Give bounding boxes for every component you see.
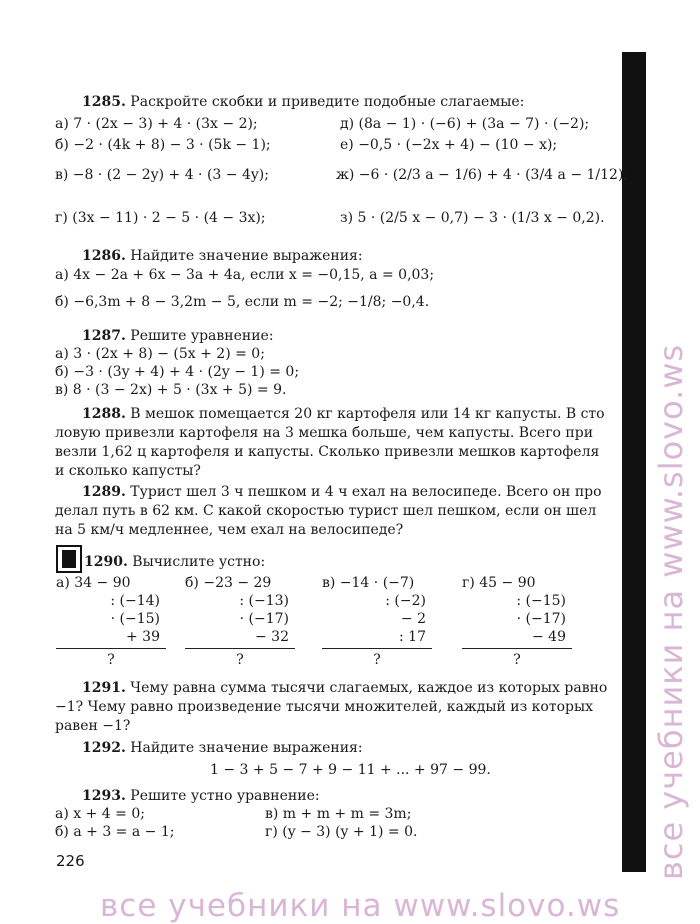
problem-1290-header xyxy=(84,552,265,572)
calc-label: г) 45 − 90 xyxy=(462,575,536,591)
calc-rule xyxy=(322,648,432,649)
calc-step: · (−15) xyxy=(110,611,160,627)
calc-result: ? xyxy=(107,652,115,668)
problem-number: 1293. xyxy=(82,788,126,804)
problem-1286-item-a: а) 4x − 2a + 6x − 3a + 4a, если x = −0,15, a = 0,03; xyxy=(55,267,435,283)
calc-step: − 49 xyxy=(532,629,566,645)
problem-title: Вычислите устно: xyxy=(132,554,266,570)
problem-1293-header xyxy=(82,786,320,806)
problem-1285-item-zh: ж) −6 · (2/3 a − 1/6) + 4 · (3/4 a − 1/12); xyxy=(336,167,629,183)
calc-step: : (−13) xyxy=(239,593,289,609)
problem-1287-item-v: в) 8 · (3 − 2x) + 5 · (3x + 5) = 9. xyxy=(55,382,287,398)
calc-column-a xyxy=(56,574,166,669)
problem-1293-item-g: г) (y − 3) (y + 1) = 0. xyxy=(265,824,418,840)
problem-1293-item-v: в) m + m + m = 3m; xyxy=(265,806,412,822)
calc-step: : 17 xyxy=(399,629,426,645)
problem-1285-item-g: г) (3x − 11) · 2 − 5 · (4 − 3x); xyxy=(55,210,266,226)
problem-1287-header xyxy=(82,326,274,346)
calc-step: : (−14) xyxy=(110,593,160,609)
problem-1285-header xyxy=(82,92,524,112)
problem-1287-item-b: б) −3 · (3y + 4) + 4 · (2y − 1) = 0; xyxy=(55,364,300,380)
problem-1291-line-1 xyxy=(82,678,607,698)
oral-exercise-icon xyxy=(56,545,82,573)
calc-column-g xyxy=(462,574,572,669)
calc-result: ? xyxy=(236,652,244,668)
calc-step: : (−2) xyxy=(385,593,426,609)
problem-text: В мешок помещается 20 кг картофеля или 14 кг капусты. В сто xyxy=(130,406,605,422)
watermark-vertical: все учебники на www.slovo.ws xyxy=(652,343,690,880)
problem-number: 1285. xyxy=(82,94,126,110)
problem-1285-item-e: е) −0,5 · (−2x + 4) − (10 − x); xyxy=(340,137,558,153)
problem-text: Чему равна сумма тысячи слагаемых, каждое из которых равно xyxy=(130,680,608,696)
problem-1289-line-2: делал путь в 62 км. С какой скоростью турист шел пешком, если он шел xyxy=(55,503,597,519)
problem-1291-line-2: −1? Чему равно произведение тысячи множителей, каждый из которых xyxy=(55,699,594,715)
problem-number: 1286. xyxy=(82,248,126,264)
problem-title: Раскройте скобки и приведите подобные слагаемые: xyxy=(130,94,525,110)
calc-step: + 39 xyxy=(126,629,160,645)
problem-text: Турист шел 3 ч пешком и 4 ч ехал на велосипеде. Всего он про xyxy=(130,484,602,500)
page-number: 226 xyxy=(56,852,85,870)
problem-1289-line-1 xyxy=(82,482,602,502)
calc-column-b xyxy=(185,574,295,669)
calc-label: б) −23 − 29 xyxy=(185,575,272,591)
calc-label: а) 34 − 90 xyxy=(56,575,131,591)
problem-number: 1290. xyxy=(84,554,128,570)
calc-step: : (−15) xyxy=(516,593,566,609)
watermark-horizontal: все учебники на www.slovo.ws xyxy=(100,888,621,924)
problem-1288-line-1 xyxy=(82,404,605,424)
problem-1293-item-a: а) x + 4 = 0; xyxy=(55,806,145,822)
problem-1288-line-4: и сколько капусты? xyxy=(55,463,201,479)
problem-1288-line-2: ловую привезли картофеля на 3 мешка больше, чем капусты. Всего при xyxy=(55,425,594,441)
problem-title: Найдите значение выражения: xyxy=(130,248,363,264)
problem-1285-item-a: а) 7 · (2x − 3) + 4 · (3x − 2); xyxy=(55,116,258,132)
problem-1285-item-z: з) 5 · (2/5 x − 0,7) − 3 · (1/3 x − 0,2). xyxy=(340,210,605,226)
calc-step: · (−17) xyxy=(516,611,566,627)
calc-rule xyxy=(462,648,572,649)
problem-title: Решите уравнение: xyxy=(130,328,274,344)
calc-result: ? xyxy=(373,652,381,668)
calc-label: в) −14 · (−7) xyxy=(322,575,415,591)
problem-number: 1291. xyxy=(82,680,126,696)
problem-1293-item-b: б) a + 3 = a − 1; xyxy=(55,824,175,840)
calc-rule xyxy=(185,648,295,649)
calc-step: − 2 xyxy=(400,611,426,627)
problem-1292-header xyxy=(82,738,363,758)
calc-step: · (−17) xyxy=(239,611,289,627)
problem-1289-line-3: на 5 км/ч медленнее, чем ехал на велосипеде? xyxy=(55,522,404,538)
calc-rule xyxy=(56,648,166,649)
problem-1286-header xyxy=(82,246,363,266)
calc-result: ? xyxy=(513,652,521,668)
problem-1285-item-v: в) −8 · (2 − 2y) + 4 · (3 − 4y); xyxy=(55,167,269,183)
problem-1285-item-d: д) (8a − 1) · (−6) + (3a − 7) · (−2); xyxy=(340,116,590,132)
problem-number: 1287. xyxy=(82,328,126,344)
problem-number: 1292. xyxy=(82,740,126,756)
calc-column-v xyxy=(322,574,432,669)
problem-1291-line-3: равен −1? xyxy=(55,718,131,734)
calc-step: − 32 xyxy=(255,629,289,645)
problem-1286-item-b: б) −6,3m + 8 − 3,2m − 5, если m = −2; −1/8; −0,4. xyxy=(55,294,430,310)
problem-title: Решите устно уравнение: xyxy=(130,788,320,804)
problem-1292-expression: 1 − 3 + 5 − 7 + 9 − 11 + ... + 97 − 99. xyxy=(210,762,491,778)
problem-1287-item-a: а) 3 · (2x + 8) − (5x + 2) = 0; xyxy=(55,346,265,362)
problem-1285-item-b: б) −2 · (4k + 8) − 3 · (5k − 1); xyxy=(55,137,271,153)
problem-number: 1289. xyxy=(82,484,126,500)
problem-number: 1288. xyxy=(82,406,126,422)
problem-title: Найдите значение выражения: xyxy=(130,740,363,756)
problem-1288-line-3: везли 1,62 ц картофеля и капусты. Сколько привезли мешков картофеля xyxy=(55,444,600,460)
